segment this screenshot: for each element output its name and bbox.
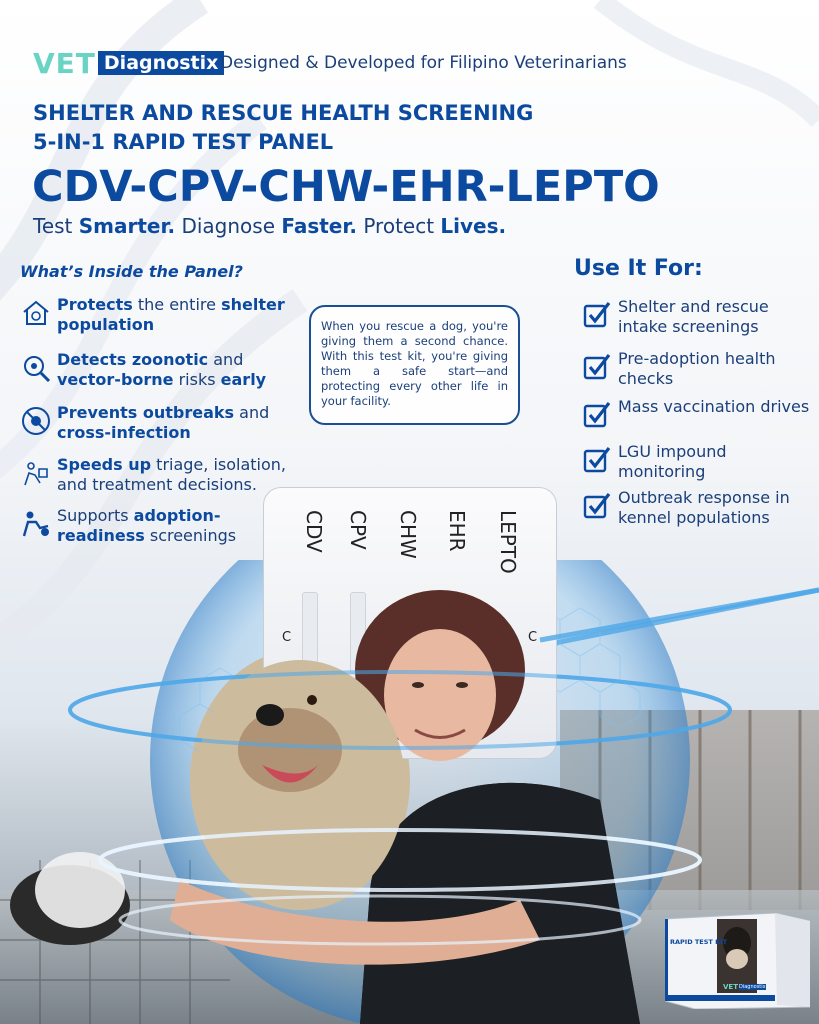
brand-logo [33, 48, 224, 78]
checkbox-icon [583, 446, 611, 474]
feature-text: Detects zoonotic and vector-borne risks early [57, 350, 267, 389]
feature-item [20, 350, 310, 390]
motto: Test Smarter. Diagnose Faster. Protect Lives. [33, 214, 507, 238]
control-mark: C [282, 630, 292, 645]
cassette-label-ehr: EHR [445, 510, 469, 552]
checkbox-icon [583, 401, 611, 429]
use-item [583, 349, 813, 389]
kit-brand-diagnostix: Diagnostix [739, 984, 766, 990]
feature-item [20, 455, 310, 495]
use-text: Pre-adoption health checks [618, 349, 776, 388]
use-item [583, 397, 813, 429]
quote-text: When you rescue a dog, you're giving them a second chance. With this test kit, you're giving them a safe start—and protecting every other life in your facility. [321, 319, 508, 408]
quote-bubble [309, 305, 520, 425]
test-kit-box-illustration [665, 913, 810, 1009]
use-item [583, 488, 813, 528]
feature-text: Prevents outbreaks and cross-infection [57, 403, 270, 442]
kit-brand-vet: VET [723, 983, 738, 991]
bug-magnifier-icon [20, 352, 52, 384]
use-text: Outbreak response in kennel populations [618, 488, 790, 527]
brand-vet: VET [33, 46, 96, 80]
kit-label: RAPID TEST KIT [670, 938, 728, 946]
use-title: Use It For: [574, 256, 703, 281]
person-dog-icon [20, 508, 52, 540]
checkbox-icon [583, 353, 611, 381]
brand-diagnostix: Diagnostix [98, 51, 224, 75]
cassette-label-cdv: CDV [302, 510, 326, 553]
virus-block-icon [20, 405, 52, 437]
control-mark: C [528, 630, 538, 645]
feature-text: Speeds up triage, isolation, and treatment decisions. [57, 455, 286, 494]
use-text: LGU impound monitoring [618, 442, 727, 481]
use-text: Shelter and rescue intake screenings [618, 297, 769, 336]
use-item [583, 442, 813, 482]
pet-care-icon [20, 457, 52, 489]
subtitle-line-2: 5-IN-1 RAPID TEST PANEL [33, 130, 334, 154]
cassette-label-lepto: LEPTO [496, 510, 520, 574]
use-text: Mass vaccination drives [618, 397, 810, 416]
headline: CDV-CPV-CHW-EHR-LEPTO [32, 162, 660, 212]
checkbox-icon [583, 301, 611, 329]
shelter-home-icon [20, 297, 52, 329]
cassette-label-chw: CHW [396, 510, 420, 559]
inside-title: What’s Inside the Panel? [20, 262, 243, 281]
subtitle-line-1: SHELTER AND RESCUE HEALTH SCREENING [33, 101, 534, 125]
brand-tagline: Designed & Developed for Filipino Veterinarians [220, 53, 627, 73]
cassette-label-cpv: CPV [346, 510, 370, 550]
test-kit-box [665, 913, 810, 1009]
feature-text: Supports adoption-readiness screenings [57, 506, 237, 545]
checkbox-icon [583, 492, 611, 520]
feature-text: Protects the entire shelter population [57, 295, 285, 334]
feature-item [20, 403, 310, 443]
feature-item [20, 295, 310, 335]
use-item [583, 297, 813, 337]
